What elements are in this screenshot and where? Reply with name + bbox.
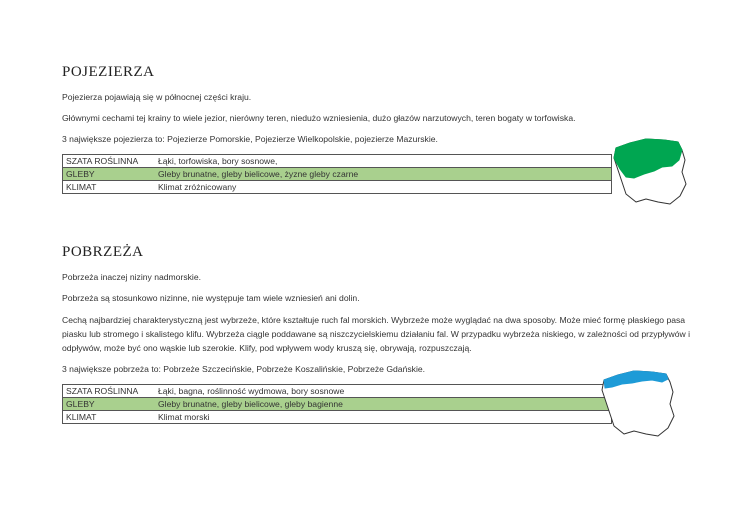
paragraph: Pobrzeża inaczej niziny nadmorskie. <box>62 272 201 282</box>
row-label: GLEBY <box>63 168 156 181</box>
table-row <box>63 411 612 424</box>
section-title: POJEZIERZA <box>62 64 155 80</box>
row-value: Łąki, torfowiska, bory sosnowe, <box>158 156 278 166</box>
section-pojezierza <box>62 64 622 194</box>
row-label: KLIMAT <box>66 182 97 192</box>
row-value: Gleby brunatne, gleby bielicowe, gleby bagienne <box>155 398 612 411</box>
row-value: Łąki, bagna, roślinność wydmowa, bory sosnowe <box>158 386 345 396</box>
paragraph: 3 największe pojezierza to: Pojezierze Pomorskie, Pojezierze Wielkopolskie, pojezierze Mazurskie. <box>62 134 438 144</box>
row-label: SZATA ROŚLINNA <box>66 156 139 166</box>
row-value: Klimat morski <box>158 412 210 422</box>
table-row <box>63 155 612 168</box>
table-row <box>63 385 612 398</box>
row-value: Klimat zróżnicowany <box>158 182 237 192</box>
paragraph: Pobrzeża są stosunkowo nizinne, nie występuje tam wiele wzniesień ani dolin. <box>62 293 360 303</box>
paragraph: 3 największe pobrzeża to: Pobrzeże Szczecińskie, Pobrzeże Koszalińskie, Pobrzeże Gdańskie. <box>62 364 426 374</box>
paragraph: Cechą najbardziej charakterystyczną jest wybrzeże, które kształtuje ruch fal morskich. Wybrzeże może wyglądać na dwa sposoby. Może mieć formę płaskiego pasa piasku lub stromego i skalistego klifu. Wybrzeża ciągle poddawane są niszczycielskiemu działaniu fal. W przypadku wybrzeża niskiego, w zależności od przypływów i odpływów, może być ono wąskie lub szerokie. Klify, pod wpływem wody kruszą się, obrywają, rozpuszczają. <box>62 315 691 353</box>
row-label: KLIMAT <box>66 412 97 422</box>
table-row-highlighted <box>63 168 612 181</box>
table-row-highlighted <box>63 398 612 411</box>
section-pobrzeza <box>62 244 691 424</box>
info-table <box>62 384 612 424</box>
row-label: GLEBY <box>63 398 156 411</box>
paragraph: Pojezierza pojawiają się w północnej części kraju. <box>62 92 252 102</box>
row-value: Gleby brunatne, gleby bielicowe, żyzne gleby czarne <box>155 168 612 181</box>
row-label: SZATA ROŚLINNA <box>66 386 139 396</box>
table-row <box>63 181 612 194</box>
section-title: POBRZEŻA <box>62 244 144 260</box>
poland-map-coast-icon <box>596 368 678 442</box>
paragraph: Głównymi cechami tej krainy to wiele jezior, nierówny teren, niedużo wzniesienia, dużo głazów narzutowych, teren bogaty w torfowiska. <box>62 113 576 123</box>
info-table <box>62 154 612 194</box>
poland-map-lakeland-icon <box>608 136 690 210</box>
